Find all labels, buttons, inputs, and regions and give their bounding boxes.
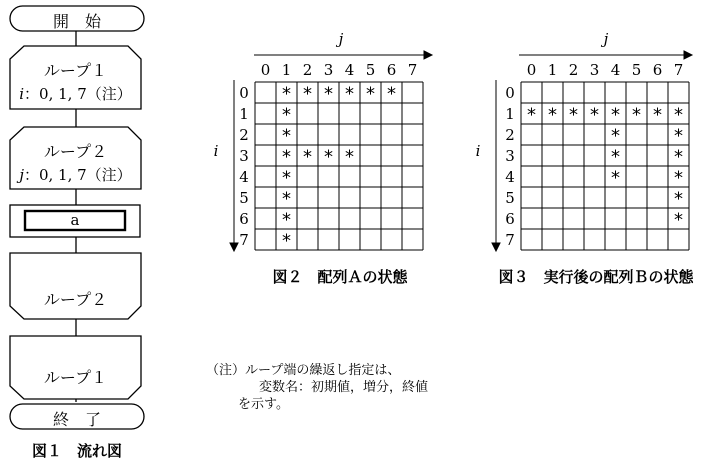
fig2-row-label: 5 bbox=[239, 189, 249, 207]
fig2-star-cell: * bbox=[366, 83, 375, 105]
fig2-j-label: j bbox=[338, 30, 344, 48]
fig3-i-arrowhead bbox=[492, 243, 500, 251]
fig1-caption: 図１ 流れ図 bbox=[31, 442, 122, 460]
fig3-col-label: 1 bbox=[547, 61, 558, 79]
note-line-1: （注）ループ端の繰返し指定は、 bbox=[206, 363, 401, 378]
fig3-star-cell: * bbox=[632, 104, 641, 126]
fig3-col-label: 5 bbox=[631, 61, 642, 79]
fig3-col-label: 4 bbox=[610, 61, 621, 79]
fig2-col-label: 2 bbox=[302, 61, 313, 79]
loop2-range: ：0, 1, 7（注） bbox=[23, 166, 132, 184]
fig2-star-cell: * bbox=[282, 83, 291, 105]
fig2-star-cell: * bbox=[282, 167, 291, 189]
start-label: 開 始 bbox=[52, 12, 101, 31]
fig2-i-label: i bbox=[213, 142, 219, 160]
fig3-star-cell: * bbox=[611, 125, 620, 147]
fig3-col-label: 2 bbox=[568, 61, 579, 79]
fig3-star-cell: * bbox=[674, 104, 683, 126]
fig3-col-label: 3 bbox=[589, 61, 600, 79]
fig2-col-label: 1 bbox=[281, 61, 292, 79]
fig3-star-cell: * bbox=[653, 104, 662, 126]
fig3-star-cell: * bbox=[674, 167, 683, 189]
fig2-star-cell: * bbox=[282, 146, 291, 168]
fig3-star-cell: * bbox=[674, 188, 683, 210]
fig2-caption: 図２ 配列Ａの状態 bbox=[272, 268, 408, 286]
fig2-star-cell: * bbox=[282, 104, 291, 126]
fig3-star-cell: * bbox=[527, 104, 536, 126]
process-blank-label: a bbox=[70, 211, 80, 229]
fig2-star-cell: * bbox=[282, 209, 291, 231]
fig3-row-label: 3 bbox=[505, 147, 515, 165]
fig3-row-label: 5 bbox=[505, 189, 515, 207]
note-line-2: 変数名：初期値，増分，終値 bbox=[259, 380, 429, 395]
fig3-star-cell: * bbox=[674, 125, 683, 147]
fig2-col-label: 7 bbox=[407, 61, 418, 79]
note-line-3: を示す。 bbox=[238, 397, 289, 412]
fig2-star-cell: * bbox=[345, 146, 354, 168]
fig3-star-cell: * bbox=[590, 104, 599, 126]
fig3-row-label: 0 bbox=[505, 84, 515, 102]
fig3-j-arrowhead bbox=[684, 51, 692, 59]
loop2-variable: j bbox=[19, 166, 24, 184]
fig2-col-label: 3 bbox=[323, 61, 334, 79]
fig2-star-cell: * bbox=[387, 83, 396, 105]
fig2-row-label: 7 bbox=[239, 231, 249, 249]
fig2-row-label: 3 bbox=[239, 147, 249, 165]
fig3-star-cell: * bbox=[611, 167, 620, 189]
fig2-star-cell: * bbox=[324, 146, 333, 168]
fig3-star-cell: * bbox=[611, 104, 620, 126]
fig2-star-cell: * bbox=[282, 125, 291, 147]
loop2-close-name: ループ２ bbox=[43, 290, 108, 309]
fig3-i-label: i bbox=[475, 142, 481, 160]
fig2-star-cell: * bbox=[282, 188, 291, 210]
fig2-col-label: 0 bbox=[260, 61, 271, 79]
fig2-col-label: 5 bbox=[365, 61, 376, 79]
loop1-range: ：0, 1, 7（注） bbox=[24, 85, 132, 103]
fig3-col-label: 0 bbox=[526, 61, 537, 79]
fig2-star-cell: * bbox=[345, 83, 354, 105]
fig2-row-label: 4 bbox=[239, 168, 249, 186]
fig3-star-cell: * bbox=[548, 104, 557, 126]
fig3-star-cell: * bbox=[674, 209, 683, 231]
fig3-col-label: 6 bbox=[652, 61, 663, 79]
fig2-star-cell: * bbox=[282, 230, 291, 252]
fig3-row-label: 7 bbox=[505, 231, 515, 249]
fig3-star-cell: * bbox=[611, 146, 620, 168]
fig2-star-cell: * bbox=[303, 146, 312, 168]
loop1-close-name: ループ１ bbox=[43, 368, 108, 387]
end-label: 終 了 bbox=[52, 410, 101, 429]
fig3-row-label: 6 bbox=[505, 210, 515, 228]
fig3-row-label: 2 bbox=[505, 126, 515, 144]
fig2-star-cell: * bbox=[324, 83, 333, 105]
fig2-col-label: 6 bbox=[386, 61, 397, 79]
fig3-caption: 図３ 実行後の配列Ｂの状態 bbox=[498, 268, 694, 286]
fig2-row-label: 0 bbox=[239, 84, 249, 102]
fig3-row-label: 1 bbox=[505, 105, 515, 123]
fig2-row-label: 1 bbox=[239, 105, 249, 123]
fig3-col-label: 7 bbox=[673, 61, 684, 79]
fig2-col-label: 4 bbox=[344, 61, 355, 79]
loop1-variable: i bbox=[19, 85, 25, 103]
fig2-row-label: 2 bbox=[239, 126, 249, 144]
fig2-star-cell: * bbox=[303, 83, 312, 105]
loop1-open-name: ループ１ bbox=[43, 61, 108, 80]
fig3-j-label: j bbox=[603, 30, 609, 48]
fig3-star-cell: * bbox=[674, 146, 683, 168]
fig2-row-label: 6 bbox=[239, 210, 249, 228]
fig3-star-cell: * bbox=[569, 104, 578, 126]
fig3-row-label: 4 bbox=[505, 168, 515, 186]
loop2-open-name: ループ２ bbox=[43, 142, 108, 161]
